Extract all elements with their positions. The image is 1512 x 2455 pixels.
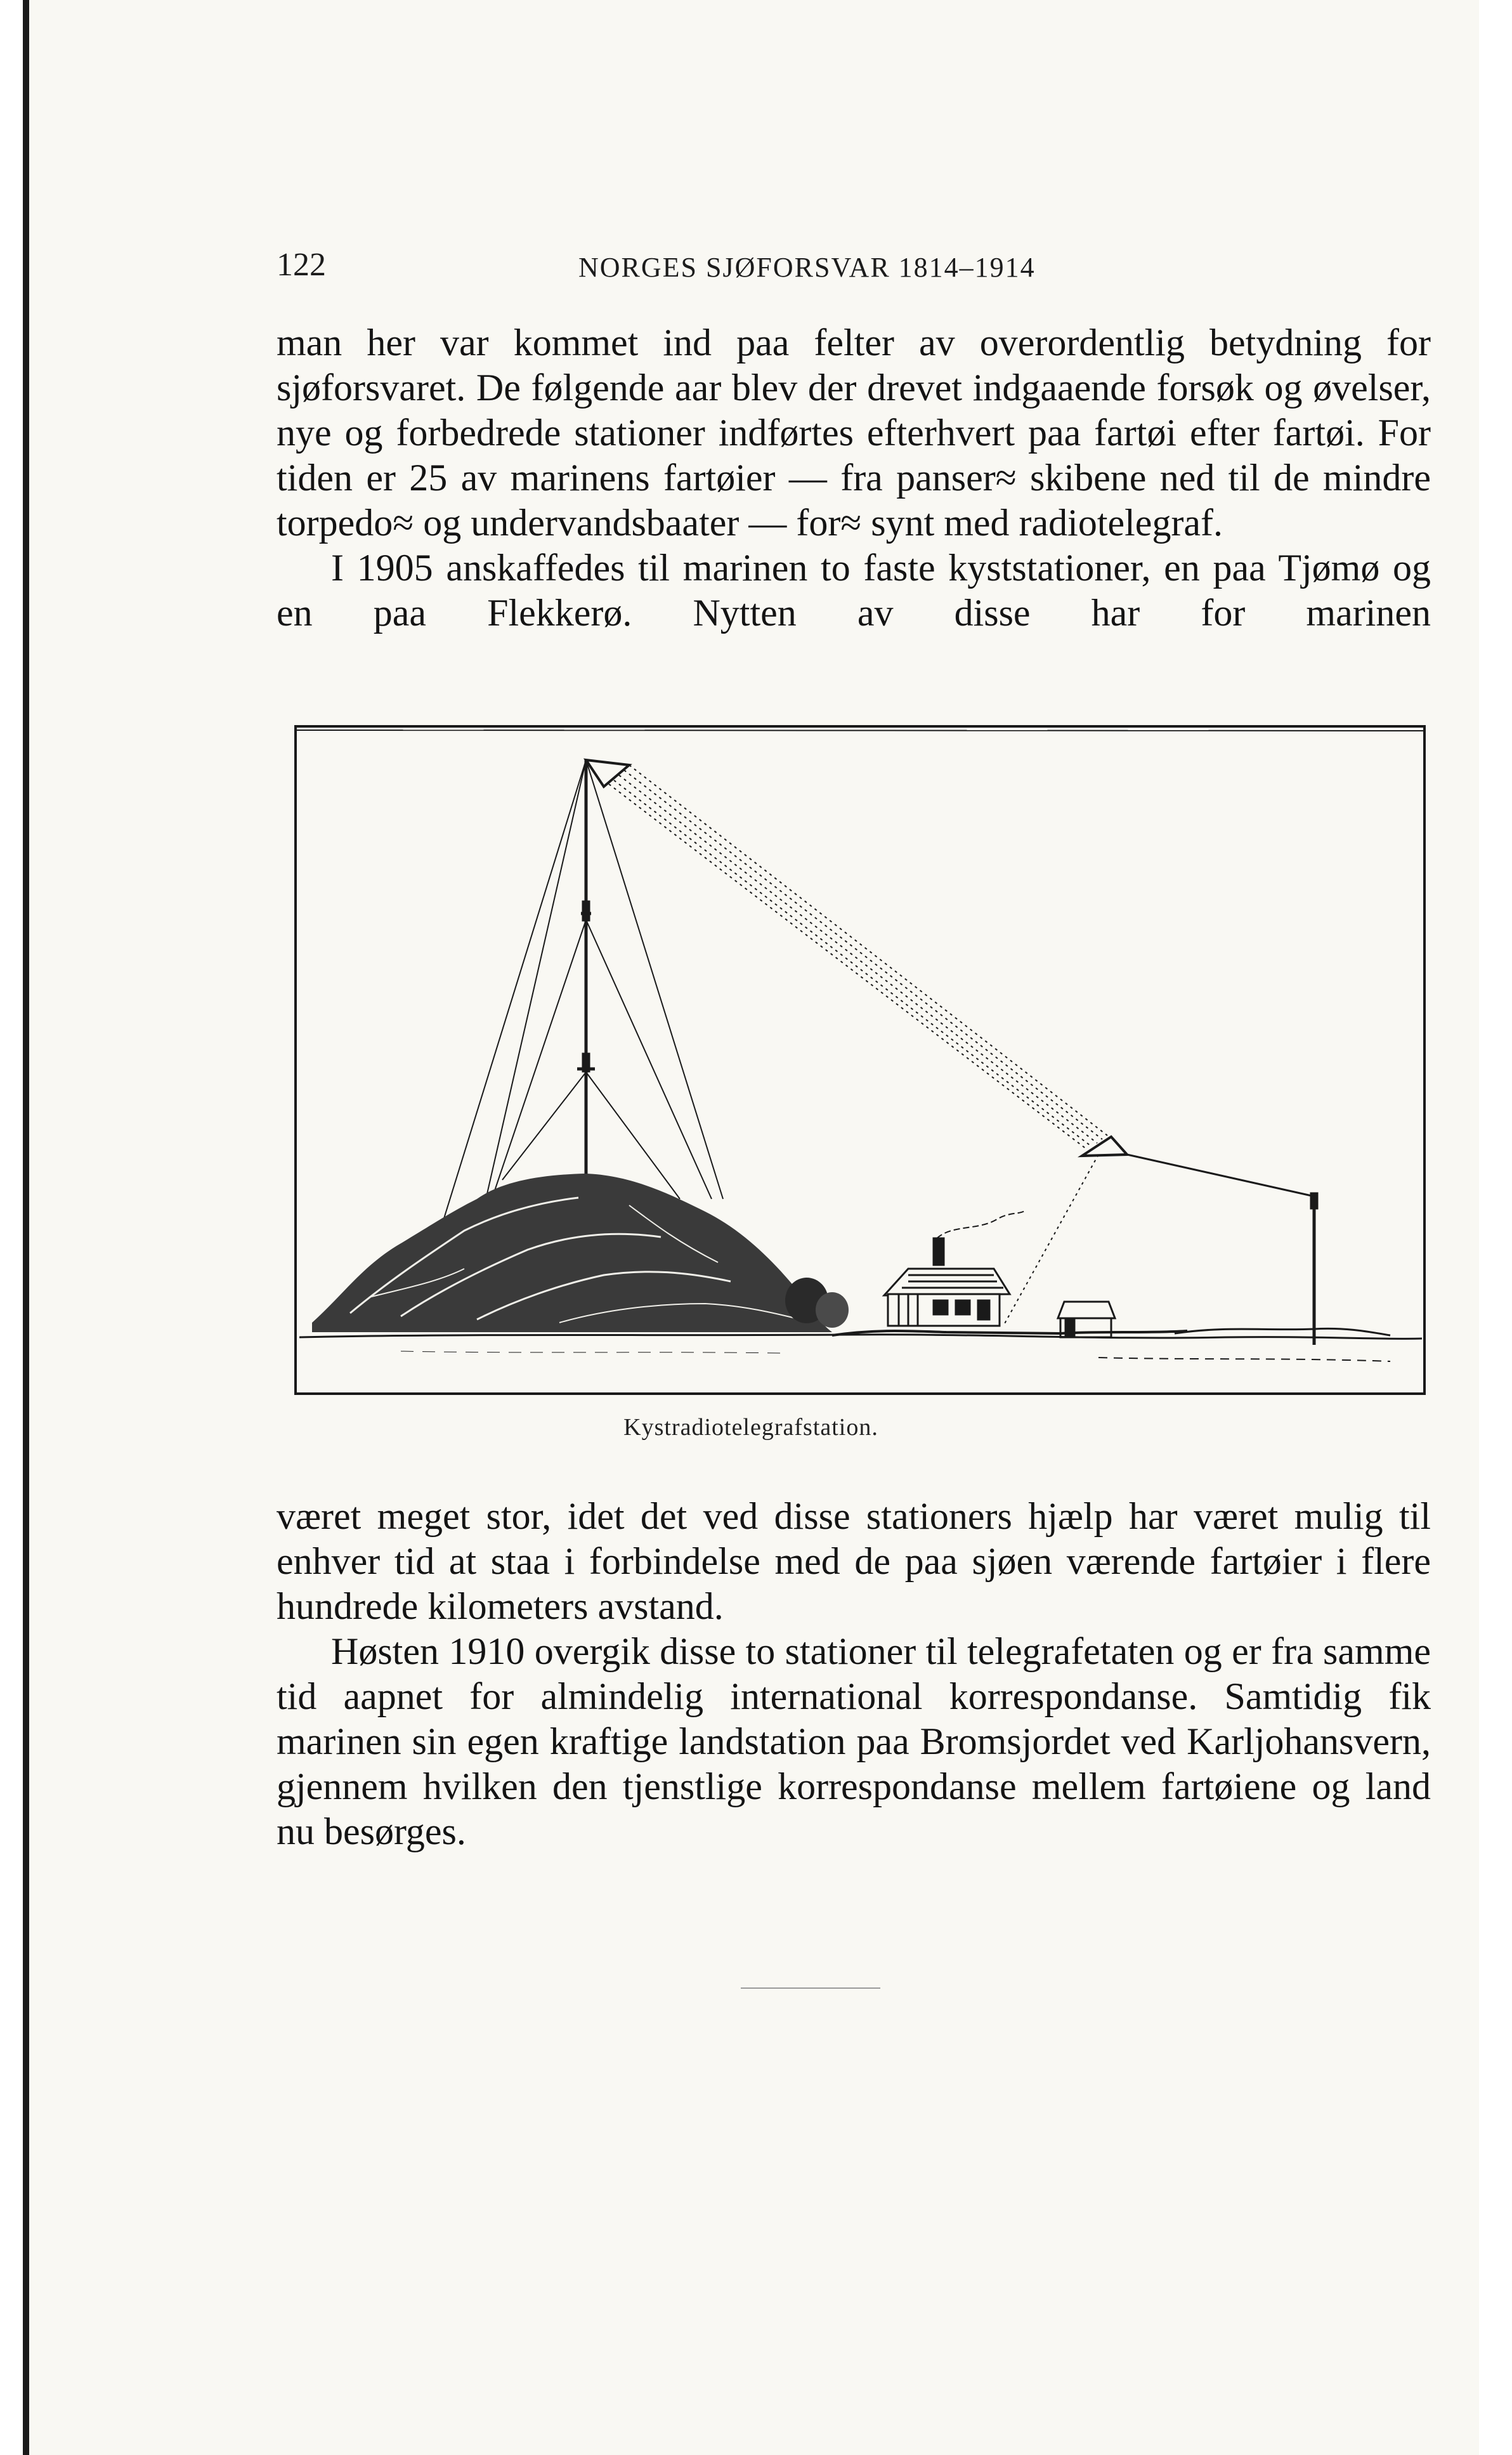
paragraph: været meget stor, idet det ved disse stationers hjælp har været mulig til enhver tid at staa i forbindelse med de paa sjøen værende fartøier i flere hundrede kilometers avstand. [277,1495,1431,1627]
paragraph: Høsten 1910 overgik disse to stationer til telegrafetaten og er fra samme tid aapnet for almindelig international korrespondanse. Samtidig fik marinen sin egen kraftige landstation paa Bromsjordet ved Karljohansvern, gjennem hvilken den tjenstlige korrespondanse mellem fartøiene og land nu besørges. [277,1630,1431,1852]
secondary-mast [1082,1137,1318,1345]
paragraph: man her var kommet ind paa felter av overordentlig betydning for sjøforsvaret. De følgende aar blev der drevet indgaaende forsøk og øvelser, nye og forbedrede stationer indførtes efterhvert paa fartøi efter fartøi. For tiden er 25 av marinens fartøier — fra panser≈ skibene ned til de mindre torpedo≈ og undervandsbaater — for≈ synt med radiotelegraf. [277,322,1431,544]
shoreline [299,1328,1422,1361]
chimney-smoke [937,1210,1026,1238]
book-page [23,0,1479,2455]
rocky-hill [312,1174,849,1332]
page-edge-shadow [23,0,29,2455]
running-title: NORGES SJØFORSVAR 1814–1914 [578,252,1036,283]
end-rule [741,1987,880,1989]
station-house [884,1238,1010,1326]
body-text-bottom [277,1494,1431,1854]
illustration-coastal-radio-station [274,723,1435,1402]
figure-caption: Kystradiotelegrafstation. [623,1414,878,1441]
main-mast [440,760,723,1231]
body-text-top [277,320,1431,636]
page-header [23,246,1479,284]
page-number: 122 [277,247,326,283]
paragraph: I 1905 anskaffedes til marinen to faste kyststationer, en paa Tjømø og en paa Flekkerø. Nytten av disse har for marinen [277,547,1431,634]
